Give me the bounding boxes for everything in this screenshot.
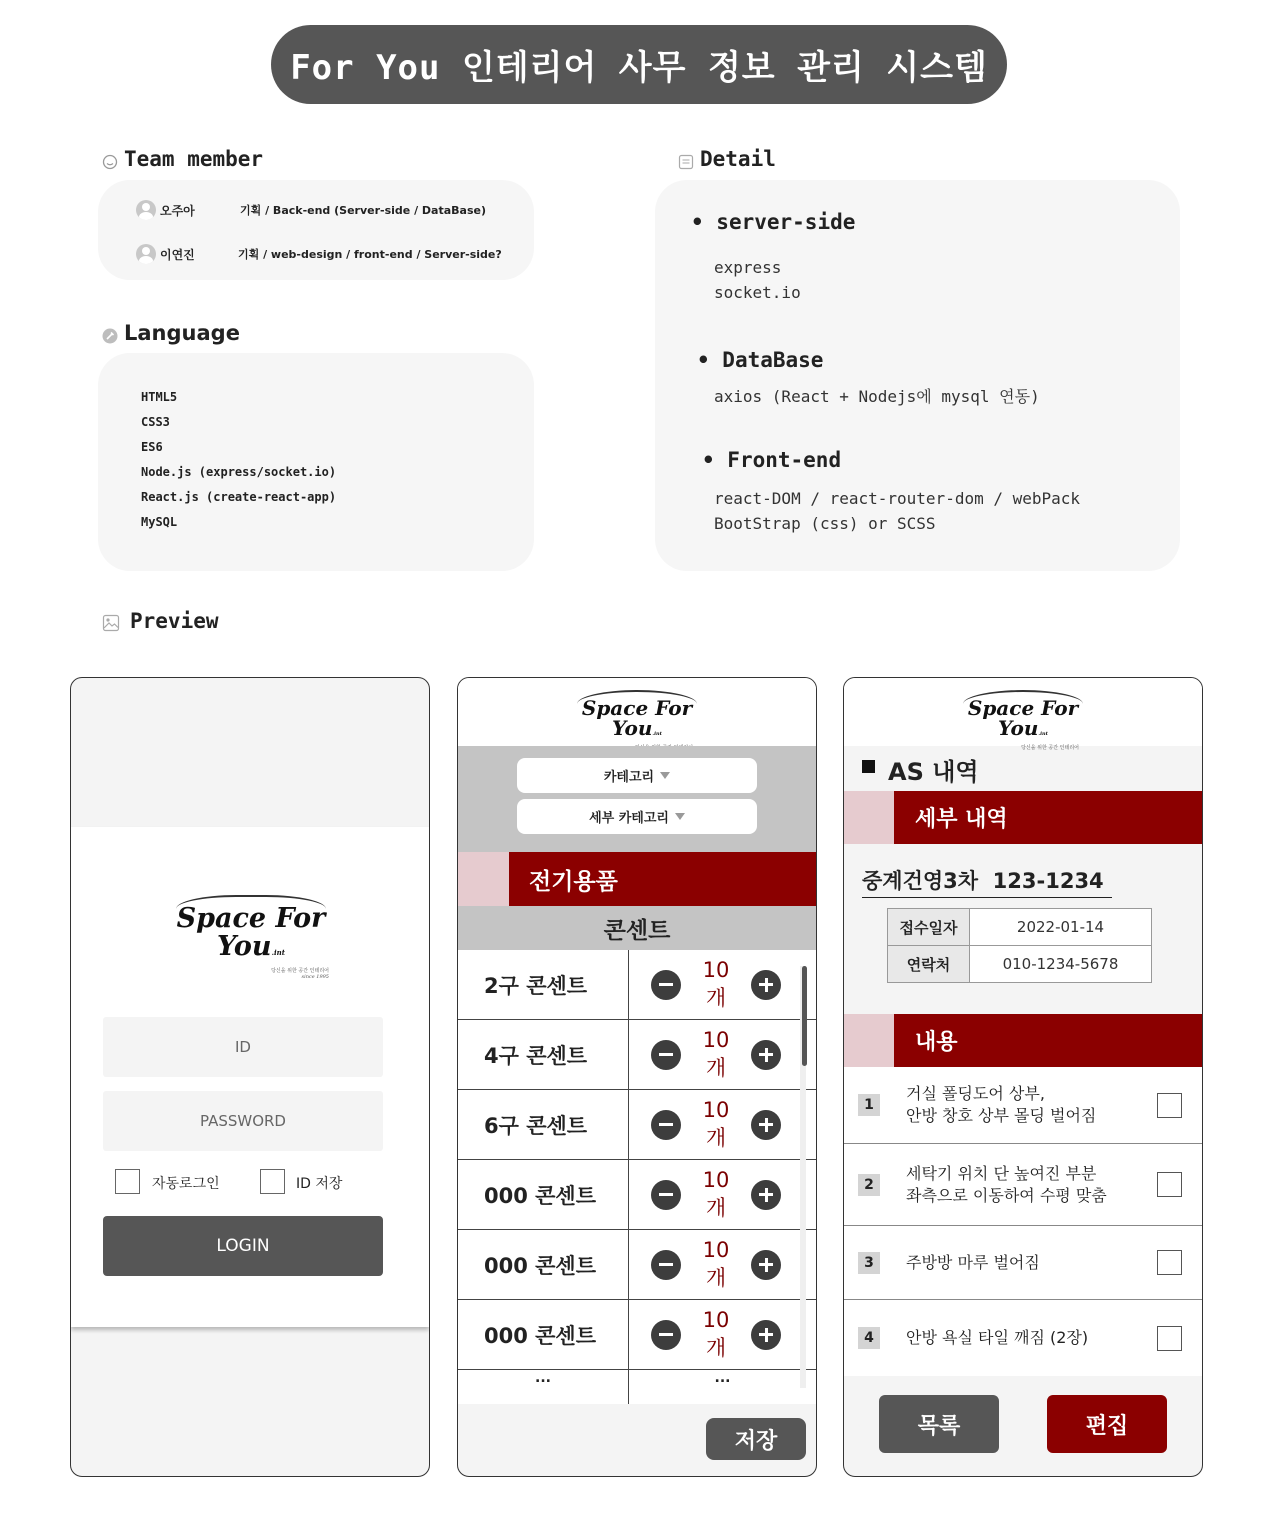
item-qty: 10개 (702, 1097, 730, 1150)
item-qty: 10개 (702, 957, 730, 1010)
detail-section-title: • server-side (691, 210, 856, 234)
item-qty: 10개 (702, 1167, 730, 1220)
item-row-more (458, 1370, 816, 1404)
detail-section-title: • DataBase (697, 348, 824, 372)
item-number: 4 (858, 1327, 880, 1349)
member-role: 기획 / Back-end (Server-side / DataBase) (240, 204, 486, 217)
detail-section-title: • Front-end (702, 448, 842, 472)
team-heading-row (102, 147, 263, 171)
square-bullet-icon (862, 760, 875, 773)
chevron-down-icon (675, 813, 685, 820)
language-heading: Language (124, 321, 240, 345)
item-qty: 10개 (702, 1237, 730, 1290)
avatar-icon (136, 244, 156, 264)
item-name: 000 콘센트 (458, 1300, 629, 1369)
item-row (458, 1020, 816, 1090)
detail-title: 세부 내역 (894, 791, 1202, 844)
brand-logo: Space For You.int (557, 690, 717, 751)
detail-heading: Detail (700, 147, 776, 171)
info-table (887, 908, 1152, 983)
brand-logo: Space For You.int 당신을 위한 공간 인테리어 since 1995 (151, 895, 351, 980)
customer-unit: 123-1234 (992, 869, 1104, 893)
item-row (458, 1300, 816, 1370)
app-header (458, 678, 816, 746)
member-name: 이연진 (160, 247, 195, 262)
password-input[interactable]: PASSWORD (103, 1091, 383, 1151)
page-title: For You 인테리어 사무 정보 관리 시스템 (271, 25, 1007, 104)
item-text: 거실 폴딩도어 상부, 안방 창호 상부 몰딩 벌어짐 (906, 1084, 1097, 1125)
detail-section-body: express socket.io (714, 258, 801, 302)
login-panel (71, 827, 429, 1327)
chevron-down-icon (660, 772, 670, 779)
as-list (844, 1067, 1202, 1376)
login-button[interactable]: LOGIN (103, 1216, 383, 1276)
language-item: HTML5 (141, 390, 178, 404)
save-id-label: ID 저장 (296, 1176, 343, 1192)
minus-button[interactable] (651, 1040, 681, 1070)
more-indicator: ... (458, 1370, 629, 1404)
item-text: 주방방 마루 벌어짐 (906, 1252, 1040, 1272)
minus-button[interactable] (651, 1110, 681, 1140)
language-item: Node.js (express/socket.io) (141, 465, 337, 479)
auto-login-checkbox[interactable] (115, 1169, 140, 1194)
item-checkbox[interactable] (1157, 1250, 1182, 1275)
item-row (458, 1160, 816, 1230)
member-name: 오주아 (160, 203, 195, 218)
plus-button[interactable] (751, 1250, 781, 1280)
item-text: 안방 욕실 타일 깨짐 (2장) (906, 1328, 1089, 1347)
logo-roof-icon (176, 895, 326, 913)
section-accent (844, 791, 894, 844)
edit-button[interactable]: 편집 (1047, 1395, 1167, 1453)
inventory-phone (457, 677, 817, 1477)
section-title: 전기용품 (509, 852, 816, 906)
item-checkbox[interactable] (1157, 1172, 1182, 1197)
item-qty: 10개 (702, 1307, 730, 1360)
detail-card (655, 180, 1180, 571)
as-item (844, 1300, 1202, 1376)
detail-section-body: react-DOM / react-router-dom / webPack BootStrap (css) or SCSS (714, 489, 1081, 533)
language-heading-row (102, 321, 240, 345)
contact-value: 010-1234-5678 (970, 946, 1152, 983)
detail-heading-row (678, 147, 776, 171)
item-list (458, 950, 816, 1404)
member-role: 기획 / web-design / front-end / Server-side? (238, 248, 502, 261)
contact-label: 연락처 (888, 946, 970, 983)
plus-button[interactable] (751, 1040, 781, 1070)
team-heading: Team member (124, 147, 264, 171)
plus-button[interactable] (751, 1180, 781, 1210)
minus-button[interactable] (651, 1250, 681, 1280)
minus-button[interactable] (651, 1180, 681, 1210)
list-button[interactable]: 목록 (879, 1395, 999, 1453)
logo-roof-icon (577, 690, 697, 704)
save-id-checkbox[interactable] (260, 1169, 285, 1194)
minus-button[interactable] (651, 970, 681, 1000)
language-item: CSS3 (141, 415, 170, 429)
item-row (458, 1090, 816, 1160)
item-row (458, 950, 816, 1020)
filter-bar (458, 746, 816, 852)
app-header (844, 678, 1202, 751)
section-accent (844, 1014, 894, 1067)
item-checkbox[interactable] (1157, 1093, 1182, 1118)
more-indicator: ... (714, 1370, 731, 1386)
scrollbar-thumb[interactable] (802, 966, 807, 1066)
plus-button[interactable] (751, 970, 781, 1000)
item-number: 1 (858, 1094, 880, 1116)
plus-button[interactable] (751, 1110, 781, 1140)
save-button[interactable]: 저장 (706, 1418, 806, 1460)
auto-login-label: 자동로그인 (152, 1176, 220, 1192)
preview-heading: Preview (130, 609, 219, 633)
preview-heading-row (102, 609, 219, 633)
item-qty: 10개 (702, 1027, 730, 1080)
item-name: 6구 콘센트 (458, 1090, 629, 1159)
subcategory-dropdown[interactable]: 세부 카테고리 (517, 799, 757, 834)
as-page-title: AS 내역 (888, 758, 979, 786)
item-row (458, 1230, 816, 1300)
language-item: MySQL (141, 515, 178, 529)
item-text: 세탁기 위치 단 높여진 부분 좌측으로 이동하여 수평 맞춤 (906, 1163, 1107, 1205)
document-icon (678, 151, 694, 167)
smile-icon (102, 151, 118, 167)
category-dropdown[interactable]: 카테고리 (517, 758, 757, 793)
received-label: 접수일자 (888, 909, 970, 946)
as-item (844, 1067, 1202, 1144)
member-row (136, 244, 502, 264)
member-row (136, 200, 486, 220)
plus-button[interactable] (751, 1320, 781, 1350)
language-item: React.js (create-react-app) (141, 490, 337, 504)
item-checkbox[interactable] (1157, 1326, 1182, 1351)
section-accent (458, 852, 509, 906)
received-value: 2022-01-14 (970, 909, 1152, 946)
logo-roof-icon (963, 690, 1083, 704)
language-item: ES6 (141, 440, 163, 454)
customer-line (862, 865, 1112, 898)
brand-logo: Space For You.int 당신을 위한 공간 인테리어 (943, 690, 1103, 751)
content-title: 내용 (894, 1014, 1202, 1067)
login-phone (70, 677, 430, 1477)
team-card (98, 180, 534, 280)
wrench-icon (102, 325, 118, 341)
item-name: 2구 콘센트 (458, 950, 629, 1019)
avatar-icon (136, 200, 156, 220)
customer-name: 중계건영3차 (862, 869, 979, 893)
as-item (844, 1144, 1202, 1226)
language-card (98, 353, 534, 571)
detail-section-body: axios (React + Nodejs에 mysql 연동) (714, 387, 1040, 406)
item-number: 2 (858, 1174, 880, 1196)
item-name: 4구 콘센트 (458, 1020, 629, 1089)
image-icon (102, 613, 118, 629)
language-list (141, 385, 336, 535)
item-number: 3 (858, 1252, 880, 1274)
id-input[interactable]: ID (103, 1017, 383, 1077)
as-item (844, 1226, 1202, 1300)
as-phone (843, 677, 1203, 1477)
minus-button[interactable] (651, 1320, 681, 1350)
item-name: 000 콘센트 (458, 1160, 629, 1229)
subsection-title: 콘센트 (458, 906, 816, 950)
item-name: 000 콘센트 (458, 1230, 629, 1299)
